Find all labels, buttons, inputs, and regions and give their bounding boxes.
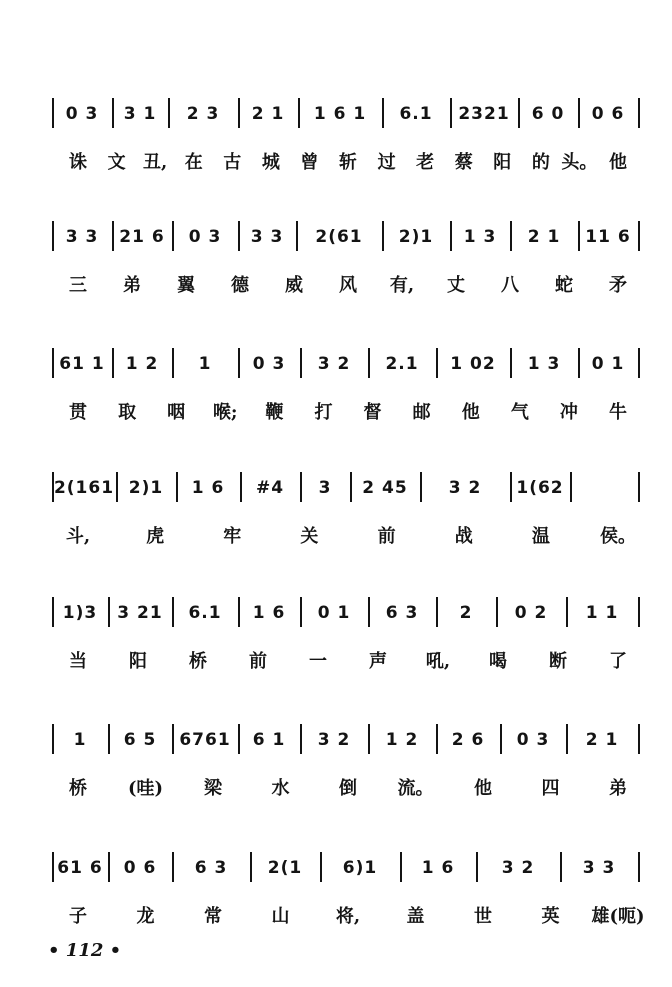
bar-line xyxy=(116,472,118,502)
bar-line xyxy=(566,724,568,754)
notation-measure: 61 1 xyxy=(59,354,105,374)
bar-line xyxy=(638,472,640,502)
lyric-syllable: 吼, xyxy=(425,651,451,672)
lyric-syllable: 子 xyxy=(69,906,87,927)
notation-measure: 2 6 xyxy=(451,730,485,750)
lyric-syllable: 的 xyxy=(531,152,550,173)
lyric-syllable: 阳 xyxy=(493,152,512,173)
bar-line xyxy=(112,98,114,128)
notation-measure: 3 2 xyxy=(317,730,351,750)
bar-line xyxy=(108,852,110,882)
bar-line xyxy=(176,472,178,502)
bar-line xyxy=(436,724,438,754)
bar-line xyxy=(368,724,370,754)
notation-measure: 6 3 xyxy=(385,603,419,623)
lyric-syllable: 倒 xyxy=(339,778,357,799)
notation-measure: 0 6 xyxy=(123,858,157,878)
bar-line xyxy=(638,724,640,754)
lyric-syllable: 在 xyxy=(184,152,203,173)
lyric-syllable: 蛇 xyxy=(555,275,573,296)
notation-measure: 2(1 xyxy=(267,858,303,878)
bar-line xyxy=(172,597,174,627)
bar-line xyxy=(300,472,302,502)
bar-line xyxy=(578,221,580,251)
notation-measure: 2)1 xyxy=(128,478,164,498)
notation-measure: 3 2 xyxy=(317,354,351,374)
lyric-syllable: 文 xyxy=(107,152,126,173)
lyric-syllable: 虎 xyxy=(146,526,165,547)
notation-measure: 3 2 xyxy=(448,478,482,498)
bar-line xyxy=(382,98,384,128)
lyric-syllable: 流。 xyxy=(397,778,434,799)
lyric-syllable: 当 xyxy=(69,651,87,672)
bar-line xyxy=(578,348,580,378)
bar-line xyxy=(52,221,54,251)
bar-line xyxy=(250,852,252,882)
lyric-syllable: 弟 xyxy=(609,778,627,799)
bar-line xyxy=(238,348,240,378)
bar-line xyxy=(112,221,114,251)
lyric-syllable: 声 xyxy=(369,651,387,672)
bar-line xyxy=(300,348,302,378)
bar-line xyxy=(108,724,110,754)
notation-measure: 2 1 xyxy=(527,227,561,247)
lyric-syllable: 他 xyxy=(609,152,627,173)
lyric-syllable: 雄(呃) xyxy=(591,906,645,927)
bar-line xyxy=(368,597,370,627)
notation-measure: 3 xyxy=(318,478,332,498)
lyric-syllable: 打 xyxy=(314,402,333,423)
notation-measure: 2.1 xyxy=(385,354,419,374)
lyric-syllable: 邮 xyxy=(412,402,431,423)
bar-line xyxy=(52,597,54,627)
lyric-syllable: 咽 xyxy=(167,402,186,423)
notation-measure: 1 3 xyxy=(527,354,561,374)
notation-measure: 3 2 xyxy=(501,858,535,878)
notation-measure: 2 45 xyxy=(362,478,408,498)
bar-line xyxy=(638,348,640,378)
notation-measure: 2 3 xyxy=(186,104,220,124)
lyric-syllable: 威 xyxy=(285,275,303,296)
lyric-syllable: 鞭 xyxy=(265,402,284,423)
bar-line xyxy=(320,852,322,882)
notation-measure: 0 3 xyxy=(252,354,286,374)
lyric-syllable: 山 xyxy=(271,906,290,927)
notation-measure: 2321 xyxy=(458,104,510,124)
bar-line xyxy=(496,597,498,627)
bar-line xyxy=(52,852,54,882)
notation-measure: 1 xyxy=(198,354,212,374)
bar-line xyxy=(52,348,54,378)
bar-line xyxy=(300,724,302,754)
lyric-syllable: 龙 xyxy=(136,906,155,927)
notation-measure: 0 1 xyxy=(591,354,625,374)
notation-measure: 1 2 xyxy=(125,354,159,374)
lyric-syllable: 老 xyxy=(416,152,435,173)
notation-measure: 2 xyxy=(459,603,473,623)
bar-line xyxy=(436,348,438,378)
lyric-syllable: 贯 xyxy=(69,402,87,423)
lyric-syllable: 冲 xyxy=(559,402,578,423)
notation-measure: 1 6 xyxy=(252,603,286,623)
bar-line xyxy=(238,597,240,627)
notation-measure: 1 3 xyxy=(463,227,497,247)
notation-measure: 3 3 xyxy=(582,858,616,878)
bar-line xyxy=(510,472,512,502)
bar-line xyxy=(518,98,520,128)
lyric-syllable: 阳 xyxy=(129,651,147,672)
bar-line xyxy=(300,597,302,627)
bar-line xyxy=(500,724,502,754)
lyric-syllable: 前 xyxy=(377,526,396,547)
bar-line xyxy=(296,221,298,251)
lyric-syllable: 风 xyxy=(339,275,357,296)
bar-line xyxy=(578,98,580,128)
lyric-syllable: 矛 xyxy=(609,275,627,296)
bar-line xyxy=(382,221,384,251)
bar-line xyxy=(638,597,640,627)
lyric-syllable: 水 xyxy=(271,778,290,799)
notation-measure: 6 5 xyxy=(123,730,157,750)
lyric-syllable: 世 xyxy=(474,906,492,927)
lyric-syllable: 牛 xyxy=(609,402,627,423)
lyric-syllable: (哇) xyxy=(127,778,164,799)
bar-line xyxy=(510,348,512,378)
notation-measure: 1 2 xyxy=(385,730,419,750)
bar-line xyxy=(450,221,452,251)
notation-measure: 2(161 xyxy=(53,478,115,498)
lyric-syllable: 常 xyxy=(204,906,222,927)
lyric-syllable: 温 xyxy=(531,526,550,547)
lyric-syllable: 喉; xyxy=(212,402,238,423)
notation-measure: 2)1 xyxy=(398,227,434,247)
lyric-syllable: 八 xyxy=(501,275,519,296)
bar-line xyxy=(638,852,640,882)
bar-line xyxy=(638,98,640,128)
lyric-syllable: 关 xyxy=(300,526,319,547)
bar-line xyxy=(476,852,478,882)
lyric-syllable: 牢 xyxy=(223,526,242,547)
bar-line xyxy=(560,852,562,882)
bar-line xyxy=(510,221,512,251)
notation-measure: 1 1 xyxy=(585,603,619,623)
notation-measure: 3 3 xyxy=(250,227,284,247)
bar-line xyxy=(108,597,110,627)
lyric-syllable: 了 xyxy=(609,651,627,672)
bar-line xyxy=(420,472,422,502)
lyric-syllable: 取 xyxy=(118,402,137,423)
lyric-syllable: 斩 xyxy=(339,152,357,173)
bar-line xyxy=(168,98,170,128)
lyric-syllable: 弟 xyxy=(123,275,141,296)
lyric-syllable: 桥 xyxy=(189,651,207,672)
lyric-syllable: 侯。 xyxy=(600,526,636,547)
lyric-syllable: 他 xyxy=(461,402,480,423)
bar-line xyxy=(238,724,240,754)
lyric-syllable: 曾 xyxy=(300,152,319,173)
bar-line xyxy=(638,221,640,251)
lyric-syllable: 将, xyxy=(335,906,361,927)
notation-measure: 3 1 xyxy=(123,104,157,124)
notation-measure: 6)1 xyxy=(342,858,378,878)
notation-measure: 61 6 xyxy=(57,858,103,878)
lyric-syllable: 丈 xyxy=(447,275,465,296)
notation-measure: #4 xyxy=(255,478,285,498)
notation-measure: 1 xyxy=(73,730,87,750)
lyric-syllable: 三 xyxy=(69,275,87,296)
lyric-syllable: 诛 xyxy=(69,152,87,173)
bar-line xyxy=(350,472,352,502)
notation-measure: 3 21 xyxy=(117,603,163,623)
lyric-syllable: 盖 xyxy=(406,906,425,927)
lyric-syllable: 梁 xyxy=(204,778,222,799)
lyric-syllable: 战 xyxy=(454,526,473,547)
bar-line xyxy=(52,724,54,754)
lyric-syllable: 过 xyxy=(377,152,396,173)
notation-measure: 6.1 xyxy=(188,603,222,623)
notation-measure: 0 1 xyxy=(317,603,351,623)
bar-line xyxy=(52,98,54,128)
bar-line xyxy=(450,98,452,128)
notation-measure: 1 6 xyxy=(191,478,225,498)
notation-measure: 2 1 xyxy=(251,104,285,124)
notation-measure: 1(62 xyxy=(516,478,564,498)
bar-line xyxy=(172,724,174,754)
bar-line xyxy=(298,98,300,128)
lyric-syllable: 桥 xyxy=(69,778,87,799)
lyric-syllable: 有, xyxy=(389,275,415,296)
bar-line xyxy=(570,472,572,502)
bar-line xyxy=(400,852,402,882)
lyric-syllable: 一 xyxy=(309,651,327,672)
notation-measure: 6 3 xyxy=(194,858,228,878)
bar-line xyxy=(172,348,174,378)
notation-measure: 1)3 xyxy=(62,603,98,623)
lyric-syllable: 蔡 xyxy=(454,152,473,173)
bar-line xyxy=(172,221,174,251)
bar-line xyxy=(172,852,174,882)
notation-measure: 1 02 xyxy=(450,354,496,374)
lyric-syllable: 古 xyxy=(223,152,242,173)
notation-measure: 0 3 xyxy=(65,104,99,124)
notation-measure: 1 6 1 xyxy=(313,104,367,124)
notation-measure: 0 2 xyxy=(514,603,548,623)
lyric-syllable: 督 xyxy=(363,402,382,423)
notation-measure: 1 6 xyxy=(421,858,455,878)
lyric-syllable: 四 xyxy=(541,778,560,799)
lyric-syllable: 城 xyxy=(261,152,280,173)
page-number: • 112 • xyxy=(48,940,122,961)
lyric-syllable: 头。 xyxy=(561,152,598,173)
bar-line xyxy=(238,98,240,128)
lyric-syllable: 斗, xyxy=(65,526,91,547)
lyric-syllable: 英 xyxy=(541,906,560,927)
bar-line xyxy=(368,348,370,378)
lyric-syllable: 断 xyxy=(549,651,567,672)
lyric-syllable: 前 xyxy=(249,651,267,672)
bar-line xyxy=(436,597,438,627)
notation-measure: 3 3 xyxy=(65,227,99,247)
notation-measure: 0 3 xyxy=(516,730,550,750)
notation-measure: 21 6 xyxy=(119,227,165,247)
lyric-syllable: 翼 xyxy=(177,275,195,296)
notation-measure: 6.1 xyxy=(399,104,433,124)
notation-measure: 2 1 xyxy=(585,730,619,750)
bar-line xyxy=(112,348,114,378)
lyric-syllable: 丑, xyxy=(143,152,168,173)
lyric-syllable: 德 xyxy=(231,275,249,296)
notation-measure: 2(61 xyxy=(315,227,363,247)
notation-measure: 6 0 xyxy=(531,104,565,124)
bar-line xyxy=(238,221,240,251)
notation-measure: 0 6 xyxy=(591,104,625,124)
lyric-syllable: 气 xyxy=(510,402,529,423)
notation-measure: 6 1 xyxy=(252,730,286,750)
bar-line xyxy=(566,597,568,627)
bar-line xyxy=(240,472,242,502)
notation-measure: 11 6 xyxy=(585,227,631,247)
notation-measure: 0 3 xyxy=(188,227,222,247)
lyric-syllable: 他 xyxy=(474,778,492,799)
lyric-syllable: 喝 xyxy=(489,651,507,672)
notation-measure: 6761 xyxy=(179,730,231,750)
